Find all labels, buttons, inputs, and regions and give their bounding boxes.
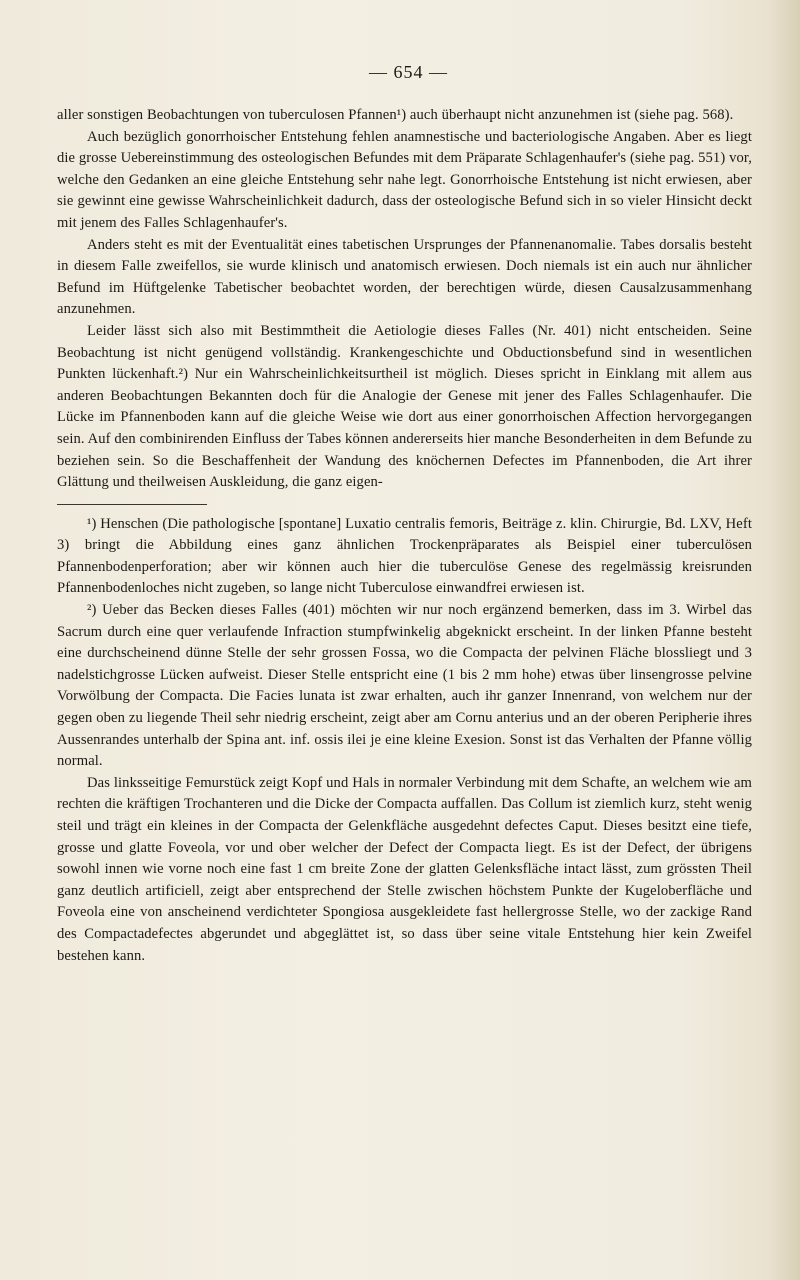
paragraph-3: Anders steht es mit der Eventualität eines tabetischen Ursprunges der Pfannenanomalie. Tabes dorsalis besteht in diesem Falle zweifellos, sie wurde klinisch und anatomisch erwiesen. Doch niemals ist ein auch nur ähnlicher Befund im Hüftgelenke Tabetischer beobachtet worden, der berechtigen würde, diesen Causalzusammenhang anzunehmen. <box>57 236 752 318</box>
footnotes <box>57 514 752 967</box>
paragraph-1: aller sonstigen Beobachtungen von tuberculosen Pfannen¹) auch überhaupt nicht anzunehmen ist (siehe pag. 568). <box>57 107 734 123</box>
main-text <box>57 105 752 494</box>
footnote-1: ¹) Henschen (Die pathologische [spontane] Luxatio centralis femoris, Beiträge z. klin. Chirurgie, Bd. LXV, Heft 3) bringt die Abbildung eines ganz ähnlichen Trockenpräparates als Beispiel einer tuberculösen Pfannenbodenperforation; aber wir können auch hier die tuberculöse Genese des regelmässig kreisrunden Pfannenbodenloches nicht zugeben, so lange nicht Tuberculose einwandfrei erwiesen ist. <box>57 515 752 597</box>
page-number: — 654 — <box>369 62 448 82</box>
footnote-divider <box>57 504 207 505</box>
footnote-2: ²) Ueber das Becken dieses Falles (401) möchten wir nur noch ergänzend bemerken, dass im 3. Wirbel das Sacrum durch eine quer verlaufende Infraction stumpfwinkelig abgeknickt erscheint. In der linken Pfanne besteht eine durchscheinend dünne Stelle der sehr grossen Fossa, wo die Compacta der pelvinen Fläche blossliegt und 3 nadelstichgrosse Lücken aufweist. Dieser Stelle entspricht eine (1 bis 2 mm hohe) etwas über linsengrosse pelvine Vorwölbung der Compacta. Die Facies lunata ist zwar erhalten, auch ihr ganzer Innenrand, von welchem nur der gegen oben zu liegende Theil sehr niedrig erscheint, zeigt aber am Cornu anterius und an der oberen Peripherie ihres Aussenrandes unterhalb der Spina ant. inf. ossis ilei je eine kleine Exesion. Sonst ist das Verhalten der Pfanne völlig normal. <box>57 602 752 770</box>
footnote-2-continued: Das linksseitige Femurstück zeigt Kopf und Hals in normaler Verbindung mit dem Schafte, an welchem wie am rechten die kräftigen Trochanteren und die Dicke der Compacta auffallen. Das Collum ist ziemlich kurz, steht wenig steil und trägt ein kleines in der Compacta der Gelenkfläche ausgedehnt defectes Caput. Dieses besitzt eine tiefe, grosse und glatte Foveola, vor und ober welcher der Defect der Compacta liegt. Es ist der Defect, der übrigens sowohl innen wie vorne noch eine fast 1 cm breite Zone der glatten Gelenksfläche intact lässt, zum grössten Theil ganz deutlich artificiell, zeigt aber entsprechend der Stelle zwischen höchstem Punkte der Kugeloberfläche und Foveola eine von anscheinend verdichteter Spongiosa ausgekleidete fast hellergrosse Stelle, wo der zackige Rand des Compactadefectes abgerundet und abgeglättet ist, so dass über seine vitale Entstehung hier kein Zweifel bestehen kann. <box>57 774 752 964</box>
paragraph-4: Leider lässt sich also mit Bestimmtheit die Aetiologie dieses Falles (Nr. 401) nicht entscheiden. Seine Beobachtung ist nicht genügend vollständig. Krankengeschichte und Obductionsbefund sind in wesentlichen Punkten lückenhaft.²) Nur ein Wahrscheinlichkeitsurtheil ist möglich. Dieses spricht in Einklang mit allem aus anderen Beobachtungen Bekannten doch für die Analogie der Genese mit jener des Falles Schlagenhaufer. Die Lücke im Pfannenboden kann auf die gleiche Weise wie dort aus einer gonorrhoischen Affection hervorgegangen sein. Auf den combinirenden Einfluss der Tabes können andererseits hier manche Besonderheiten in dem Befunde zu beziehen sein. So die Beschaffenheit der Wandung des knöchernen Defectes im Pfannenboden, die Art ihrer Glättung und theilweisen Auskleidung, die ganz eigen- <box>57 322 752 491</box>
paragraph-2: Auch bezüglich gonorrhoischer Entstehung fehlen anamnestische und bacteriologische Angaben. Aber es liegt die grosse Uebereinstimmung des osteologischen Befundes mit dem Präparate Schlagenhaufer's (siehe pag. 551) vor, welche den Gedanken an eine gleiche Entstehung sehr nahe legt. Gonorrhoische Entstehung ist nicht erwiesen, aber sie gewinnt eine gewisse Wahrscheinlichkeit dadurch, dass der osteologische Befund sich in so vieler Hinsicht deckt mit jenem des Falles Schlagenhaufer's. <box>57 128 752 231</box>
